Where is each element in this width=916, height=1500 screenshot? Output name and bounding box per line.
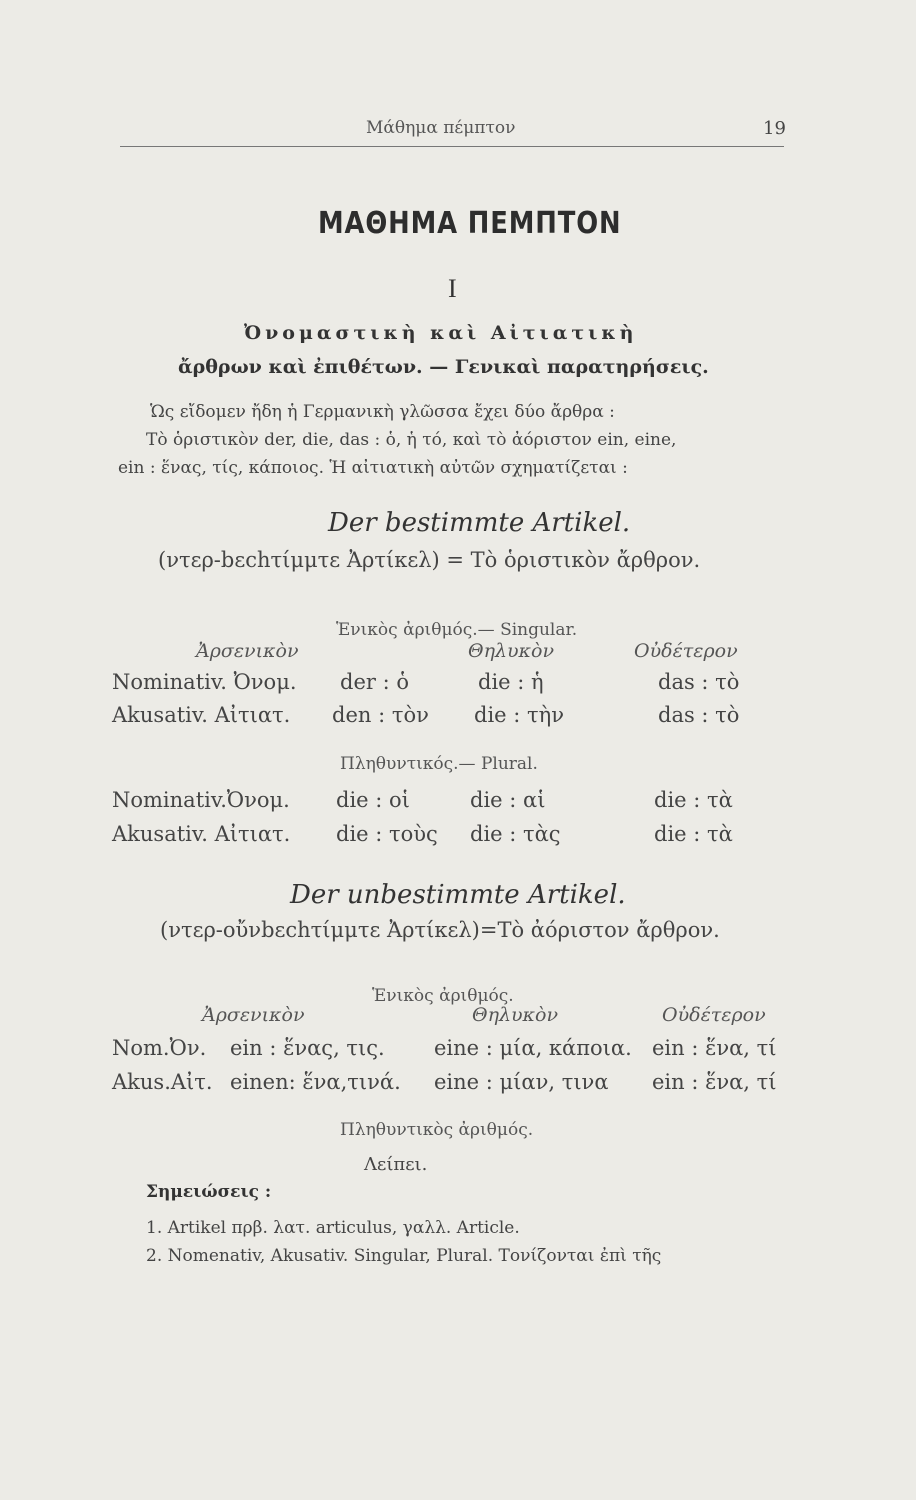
plural-note: Λείπει.	[364, 1154, 428, 1175]
article-form: ein : ἕνα, τί	[652, 1036, 777, 1060]
article-form: die : τὰ	[654, 788, 733, 812]
article-form: eine : μία, κάποια.	[434, 1036, 632, 1060]
note-item: 2. Nomenativ, Akusativ. Singular, Plural. Τονίζονται ἐπὶ τῆς	[146, 1246, 662, 1266]
article-form: eine : μίαν, τινα	[434, 1070, 609, 1094]
gender-neuter: Οὐδέτερον	[634, 640, 738, 662]
article-form: ein : ἕνα, τί	[652, 1070, 777, 1094]
singular-heading: Ἑνικὸς ἀριθμός.	[372, 986, 514, 1006]
article-form: das : τὸ	[658, 703, 740, 727]
case-label: Nominativ.Ὀνομ.	[112, 788, 290, 812]
article-form: die : τὰ	[654, 822, 733, 846]
case-label: Nominativ. Ὀνομ.	[112, 670, 297, 694]
definite-article-title: Der bestimmte Artikel.	[328, 508, 631, 538]
gender-feminine: Θηλυκὸν	[472, 1004, 559, 1026]
page-number: 19	[763, 118, 786, 139]
singular-heading: Ἑνικὸς ἀριθμός.— Singular.	[336, 620, 578, 640]
intro-line: Ὡς εἴδομεν ἤδη ἡ Γερμανικὴ γλῶσσα ἔχει δύο ἄρθρα :	[150, 402, 615, 422]
gender-masculine: Ἀρσενικὸν	[202, 1004, 305, 1026]
definite-article-gloss: (ντερ-bεchτίμμτε Ἀρτίκελ) = Τὸ ὁριστικὸν ἄρθρον.	[158, 548, 701, 572]
article-form: die : τὴν	[474, 703, 564, 727]
gender-neuter: Οὐδέτερον	[662, 1004, 766, 1026]
plural-heading: Πληθυντικός.— Plural.	[340, 754, 538, 774]
intro-line: Τὸ ὁριστικὸν der, die, das : ὁ, ἡ τό, καὶ τὸ ἀόριστον ein, eine,	[146, 430, 677, 450]
article-form: das : τὸ	[658, 670, 740, 694]
article-form: ein : ἕνας, τις.	[230, 1036, 385, 1060]
lesson-title: ΜΑΘΗΜΑ ΠΕΜΠΤΟΝ	[318, 206, 622, 241]
article-form: den : τὸν	[332, 703, 429, 727]
header-rule	[120, 146, 784, 147]
indefinite-article-gloss: (ντερ-οὔνbεchτίμμτε Ἀρτίκελ)=Τὸ ἀόριστον ἄρθρον.	[160, 918, 720, 942]
indefinite-article-title: Der unbestimmte Artikel.	[290, 880, 626, 910]
article-form: die : αἱ	[470, 788, 546, 812]
article-form: die : ἡ	[478, 670, 544, 694]
article-form: einen: ἕνα,τινά.	[230, 1070, 401, 1094]
section-heading-line2: ἄρθρων καὶ ἐπιθέτων. — Γενικαὶ παρατηρήσεις.	[178, 356, 709, 378]
section-heading-line1: Ὀνομαστικὴ καὶ Αἰτιατικὴ	[244, 322, 638, 344]
case-label: Akusativ. Αἰτιατ.	[112, 822, 291, 846]
article-form: die : οἱ	[336, 788, 410, 812]
article-form: die : τοὺς	[336, 822, 438, 846]
article-form: die : τὰς	[470, 822, 561, 846]
note-item: 1. Artikel πρβ. λατ. articulus, γαλλ. Article.	[146, 1218, 520, 1238]
section-numeral: I	[448, 274, 457, 303]
case-label: Nom.Ὀν.	[112, 1036, 207, 1060]
case-label: Akusativ. Αἰτιατ.	[112, 703, 291, 727]
plural-heading: Πληθυντικὸς ἀριθμός.	[340, 1120, 534, 1140]
intro-line: ein : ἕνας, τίς, κάποιος. Ἡ αἰτιατικὴ αὐτῶν σχηματίζεται :	[118, 458, 628, 478]
article-form: der : ὁ	[340, 670, 409, 694]
notes-label: Σημειώσεις :	[146, 1182, 272, 1202]
gender-masculine: Ἀρσενικὸν	[196, 640, 299, 662]
case-label: Akus.Αἰτ.	[112, 1070, 213, 1094]
running-title: Μάθημα πέμπτον	[366, 118, 516, 138]
gender-feminine: Θηλυκὸν	[468, 640, 555, 662]
